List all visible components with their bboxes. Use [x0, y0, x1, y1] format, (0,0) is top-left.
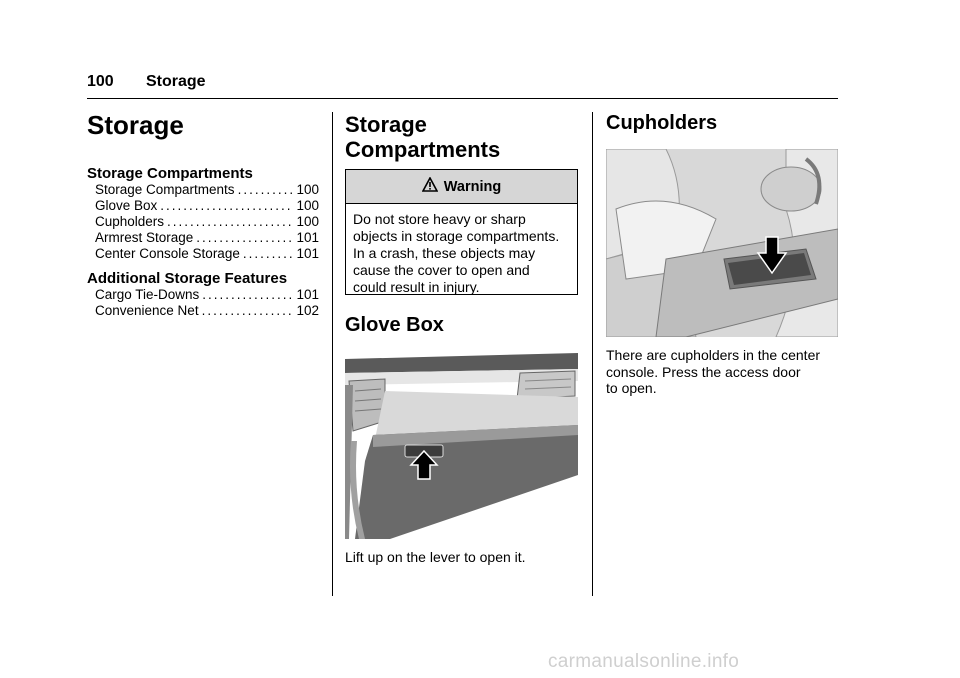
toc-leader: [243, 246, 294, 262]
toc-entry-page: 101: [296, 230, 319, 245]
section-title-line: Compartments: [345, 137, 501, 162]
warning-line: cause the cover to open and: [353, 262, 530, 278]
cupholders-caption: [606, 347, 820, 397]
chapter-title: Storage: [87, 110, 184, 140]
toc-entry-label: Convenience Net: [95, 303, 199, 318]
toc-leader: [238, 182, 294, 198]
toc-entry-label: Cargo Tie-Downs: [95, 287, 200, 302]
section-title: [345, 112, 500, 162]
toc-entry[interactable]: [95, 182, 319, 198]
cupholders-illustration: [606, 149, 838, 337]
toc-entry-page: 100: [296, 214, 319, 229]
toc-entry[interactable]: [95, 303, 319, 319]
toc-group-heading: Storage Compartments: [87, 165, 253, 182]
warning-title: Warning: [443, 178, 502, 195]
toc-entry-label: Armrest Storage: [95, 230, 194, 245]
warning-box: [345, 169, 578, 295]
toc-leader: [167, 214, 293, 230]
column-divider-left: [332, 112, 333, 596]
warning-line: objects in storage compartments.: [353, 228, 560, 244]
running-header: Storage: [146, 73, 206, 90]
warning-text: [346, 204, 577, 303]
toc-entry-page: 101: [296, 246, 319, 261]
toc-entry[interactable]: [95, 287, 319, 303]
toc-entry-page: 100: [296, 182, 319, 197]
toc-entry[interactable]: [95, 214, 319, 230]
toc-entry-label: Center Console Storage: [95, 246, 240, 261]
header-rule: [87, 98, 838, 99]
caption-line: to open.: [606, 380, 657, 396]
toc-entry-page: 101: [296, 287, 319, 302]
glove-box-caption: Lift up on the lever to open it.: [345, 549, 526, 565]
page-number: 100: [87, 73, 114, 90]
toc-leader: [202, 287, 293, 303]
watermark: carmanualsonline.info: [548, 651, 740, 672]
toc-entry[interactable]: [95, 230, 319, 246]
glove-box-illustration: [345, 351, 578, 539]
toc-leader: [202, 303, 294, 319]
glove-box-heading: Glove Box: [345, 314, 444, 336]
toc-entry-label: Storage Compartments: [95, 182, 235, 197]
toc-leader: [160, 198, 293, 214]
toc-leader: [196, 230, 293, 246]
warning-line: In a crash, these objects may: [353, 245, 536, 261]
warning-header: [346, 170, 577, 204]
warning-triangle-icon: [422, 177, 438, 196]
toc-entry-label: Glove Box: [95, 198, 158, 213]
toc-entry[interactable]: [95, 246, 319, 262]
caption-line: There are cupholders in the center: [606, 347, 821, 363]
cupholders-heading: Cupholders: [606, 112, 718, 134]
toc-entry-page: 100: [296, 198, 319, 213]
caption-line: console. Press the access door: [606, 363, 801, 380]
toc-entry-label: Cupholders: [95, 214, 165, 229]
warning-line: could result in injury.: [353, 279, 480, 295]
toc-entry-page: 102: [296, 303, 319, 318]
toc-group-heading: Additional Storage Features: [87, 270, 288, 287]
column-divider-right: [592, 112, 593, 596]
toc-entry[interactable]: [95, 198, 319, 214]
warning-line: Do not store heavy or sharp: [353, 211, 526, 227]
section-title-line: Storage: [345, 112, 427, 137]
